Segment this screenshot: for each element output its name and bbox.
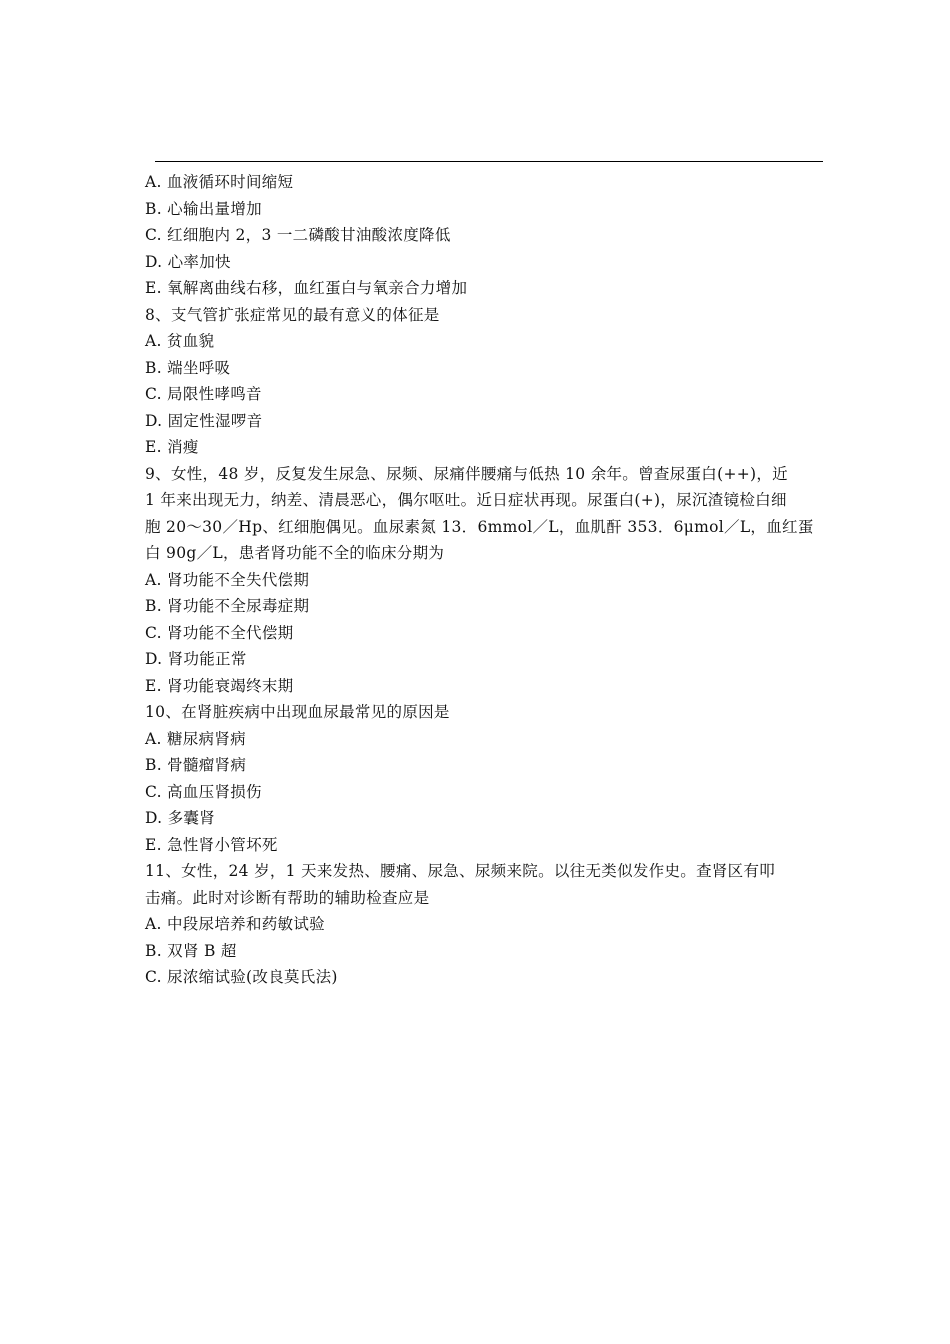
option-a-q9: A. 肾功能不全失代偿期 xyxy=(145,570,310,589)
document-body xyxy=(145,169,814,991)
question-11-line-1: 11、女性，24 岁，1 天来发热、腰痛、尿急、尿频来院。以往无类似发作史。查肾区有叩 xyxy=(145,862,776,880)
option-a-q11: A. 中段尿培养和药敏试验 xyxy=(145,915,325,933)
question-11-line-2: 击痛。此时对诊断有帮助的辅助检查应是 xyxy=(145,888,430,907)
option-c-q9: C. 肾功能不全代偿期 xyxy=(145,623,294,642)
header-rule xyxy=(155,161,823,162)
option-e-q9: E. 肾功能衰竭终末期 xyxy=(145,676,294,695)
question-9-line-3: 胞 20～30／Hp、红细胞偶见。血尿素氮 13．6mmol／L，血肌酐 353．6μmol／L，血红蛋 xyxy=(145,517,814,536)
option-c-q7: C. 红细胞内 2，3 一二磷酸甘油酸浓度降低 xyxy=(145,226,451,244)
question-9-line-2: 1 年来出现无力，纳差、清晨恶心，偶尔呕吐。近日症状再现。尿蛋白(+)，尿沉渣镜检白细 xyxy=(145,491,787,509)
option-d-q10: D. 多囊肾 xyxy=(145,809,216,827)
option-d-q7: D. 心率加快 xyxy=(145,252,231,271)
question-10: 10、在肾脏疾病中出现血尿最常见的原因是 xyxy=(145,703,450,721)
option-e-q10: E. 急性肾小管坏死 xyxy=(145,835,278,854)
option-b-q7: B. 心输出量增加 xyxy=(145,199,262,218)
option-b-q10: B. 骨髓瘤肾病 xyxy=(145,756,247,774)
option-d-q9: D. 肾功能正常 xyxy=(145,650,247,668)
option-c-q8: C. 局限性哮鸣音 xyxy=(145,385,262,403)
option-c-q11: C. 尿浓缩试验(改良莫氏法) xyxy=(145,968,338,986)
option-b-q9: B. 肾功能不全尿毒症期 xyxy=(145,597,310,615)
option-b-q11: B. 双肾 B 超 xyxy=(145,941,237,960)
option-a-q8: A. 贫血貌 xyxy=(145,332,215,350)
question-9-line-4: 白 90g／L，患者肾功能不全的临床分期为 xyxy=(145,544,445,562)
question-8: 8、支气管扩张症常见的最有意义的体征是 xyxy=(145,305,440,324)
option-d-q8: D. 固定性湿啰音 xyxy=(145,411,263,430)
question-9-line-1: 9、女性，48 岁，反复发生尿急、尿频、尿痛伴腰痛与低热 10 余年。曾查尿蛋白(++)，近 xyxy=(145,464,788,483)
option-a-q7: A. 血液循环时间缩短 xyxy=(145,173,294,191)
option-a-q10: A. 糖尿病肾病 xyxy=(145,729,246,748)
option-b-q8: B. 端坐呼吸 xyxy=(145,358,231,377)
option-e-q7: E. 氧解离曲线右移，血红蛋白与氧亲合力增加 xyxy=(145,279,468,297)
option-e-q8: E. 消瘦 xyxy=(145,438,199,456)
option-c-q10: C. 高血压肾损伤 xyxy=(145,782,262,801)
